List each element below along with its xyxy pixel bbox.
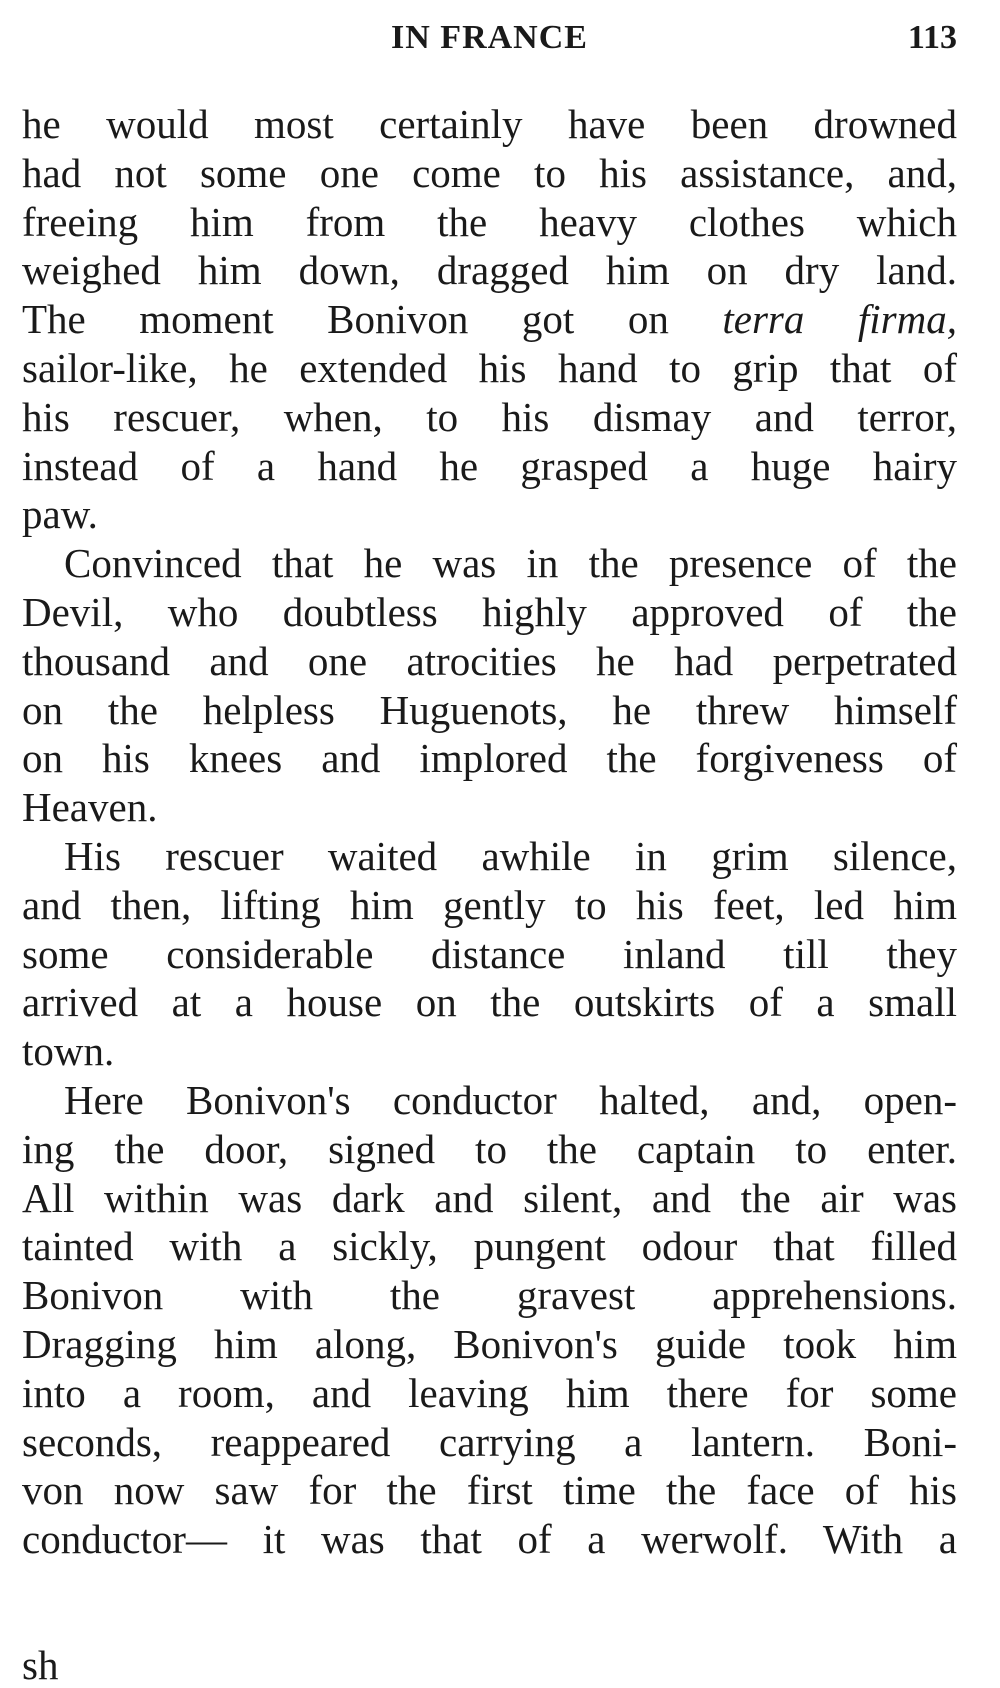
text-run: The moment Bonivon got on (22, 296, 723, 343)
text-line: All within was dark and silent, and the air was (22, 1174, 957, 1221)
paragraph-2 (22, 539, 957, 832)
text-line: von now saw for the first time the face of his (22, 1467, 957, 1514)
text-line: weighed him down, dragged him on dry land. (22, 247, 957, 294)
text-line: conductor— it was that of a werwolf. With a (22, 1516, 957, 1563)
text-line: thousand and one atrocities he had perpetrated (22, 637, 957, 684)
italic-phrase: terra firma, (722, 296, 957, 343)
page-number: 113 (907, 19, 957, 56)
text-line: he would most certainly have been drowned (22, 101, 957, 147)
text-line: had not some one come to his assistance, and, (22, 149, 957, 196)
paragraph-4 (22, 1076, 957, 1564)
text-line: Here Bonivon's conductor halted, and, open- (64, 1076, 957, 1123)
paragraph-1 (22, 100, 957, 539)
text-line: into a room, and leaving him there for some (22, 1369, 957, 1416)
text-line: on the helpless Huguenots, he threw himself (22, 686, 957, 733)
text-line: Dragging him along, Bonivon's guide took him (22, 1320, 957, 1367)
text-line: His rescuer waited awhile in grim silence, (64, 832, 957, 879)
text-line: town. (22, 1028, 115, 1075)
text-line: some considerable distance inland till they (22, 930, 957, 977)
body-text (22, 100, 957, 1564)
text-line: paw. (22, 491, 98, 538)
text-line: ing the door, signed to the captain to enter. (22, 1125, 957, 1172)
text-line: seconds, reappeared carrying a lantern. Boni- (22, 1418, 957, 1465)
text-line: instead of a hand he grasped a huge hairy (22, 442, 957, 489)
text-line: Heaven. (22, 784, 158, 831)
text-line: and then, lifting him gently to his feet, led him (22, 881, 957, 928)
text-line: Convinced that he was in the presence of the (64, 540, 957, 587)
running-head (22, 18, 957, 58)
text-line: his rescuer, when, to his dismay and terror, (22, 393, 957, 440)
text-line: Devil, who doubtless highly approved of the (22, 588, 957, 635)
text-line: Bonivon with the gravest apprehensions. (22, 1272, 957, 1319)
text-line: sailor-like, he extended his hand to grip that of (22, 344, 957, 391)
text-line: on his knees and implored the forgiveness of (22, 735, 957, 782)
cut-off-text: sh (22, 1642, 59, 1688)
running-title: IN FRANCE (391, 19, 588, 56)
text-line: freeing him from the heavy clothes which (22, 198, 957, 245)
text-line: tainted with a sickly, pungent odour that filled (22, 1223, 957, 1270)
paragraph-3 (22, 832, 957, 1076)
text-line: arrived at a house on the outskirts of a small (22, 979, 957, 1026)
text-line (22, 295, 957, 344)
cut-off-next-line (22, 1642, 84, 1688)
